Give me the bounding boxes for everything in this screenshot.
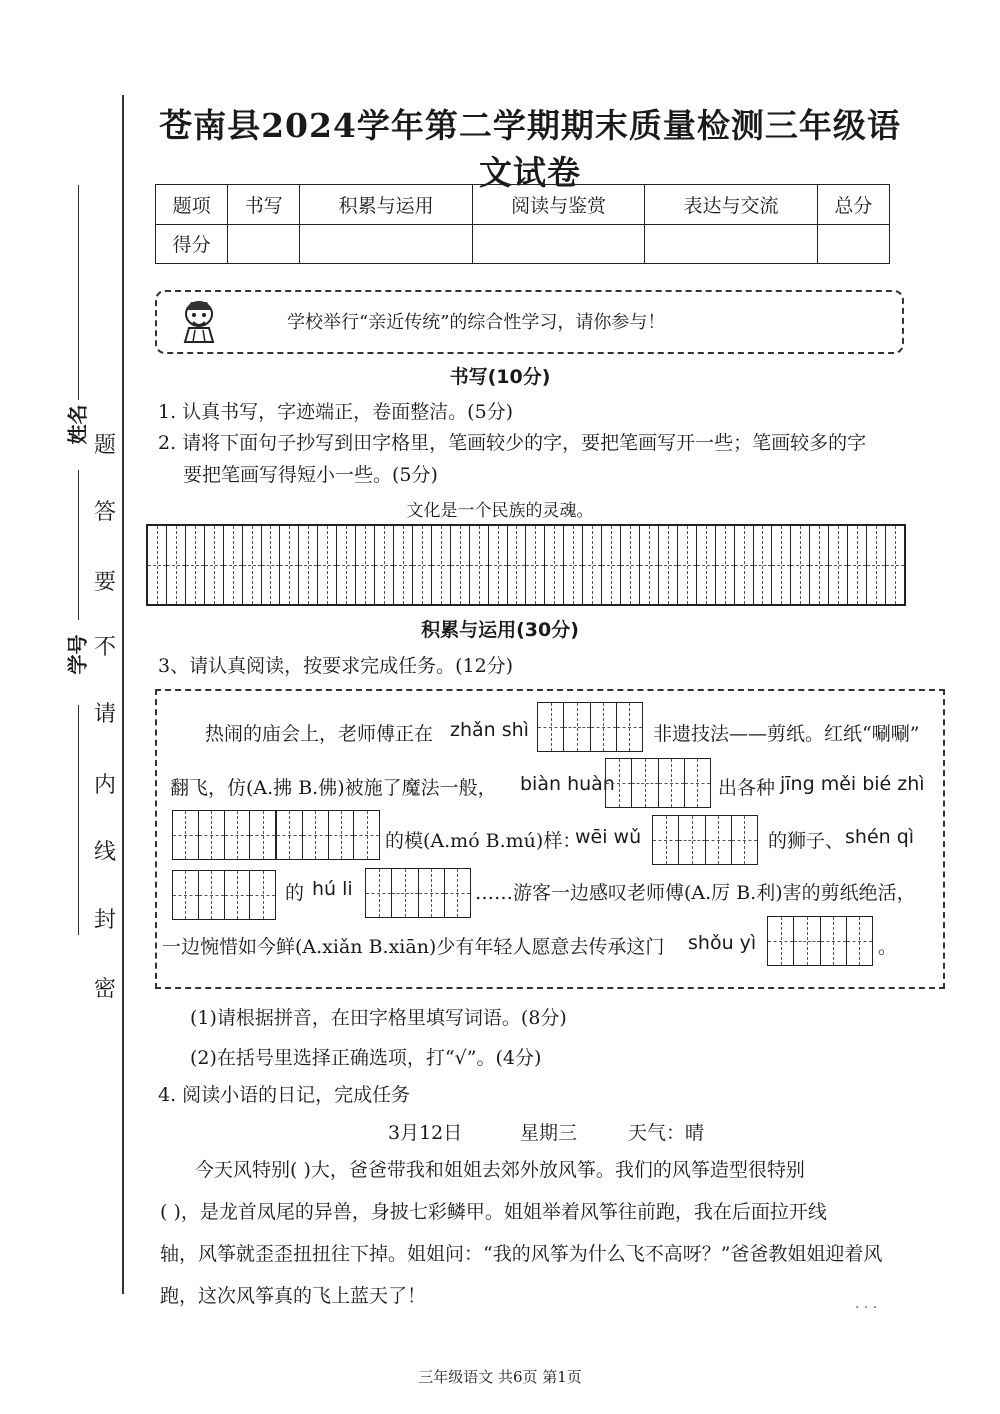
score-row-label: 得分: [156, 224, 228, 264]
question-2-cont: 要把笔画写得短小一些。(5分): [183, 464, 438, 486]
diary-weekday: 星期三: [520, 1122, 578, 1144]
pinyin: shén qì: [845, 826, 915, 848]
score-header: 表达与交流: [645, 185, 817, 225]
passage-text: 非遗技法——剪纸。红纸“唰唰”: [653, 723, 920, 745]
sub-question-2: (2)在括号里选择正确选项，打“√”。(4分): [190, 1047, 542, 1069]
tianzige-box[interactable]: [605, 758, 711, 808]
passage-text: 一边惋惜如今鲜(A.xiǎn B.xiān)少有年轻人愿意去传承这门: [162, 936, 665, 958]
pinyin: wēi wǔ: [575, 826, 642, 848]
question-3: 3、请认真阅读，按要求完成任务。(12分): [158, 655, 514, 677]
score-header: 题项: [156, 185, 228, 225]
margin-border-line: [122, 95, 124, 1294]
score-cell[interactable]: [300, 224, 472, 264]
margin-char: 请: [94, 702, 117, 727]
scan-speck: · · ·: [855, 1300, 878, 1316]
copy-sentence: 文化是一个民族的灵魂。: [406, 501, 594, 521]
passage-text: ……游客一边感叹老师傅(A.厉 B.利)害的剪纸绝活，: [475, 882, 916, 904]
score-header: 总分: [817, 185, 889, 225]
tianzige-box[interactable]: [172, 810, 276, 860]
score-cell[interactable]: [645, 224, 817, 264]
passage-text: 。: [878, 936, 898, 958]
diary-line: ( )，是龙首凤尾的异兽，身披七彩鳞甲。姐姐举着风筝往前跑，我在后面拉开线: [160, 1201, 827, 1223]
section-writing-title: 书写(10分): [449, 366, 551, 388]
margin-char: 内: [94, 773, 117, 798]
diary-line: 今天风特别( )大，爸爸带我和姐姐去郊外放风筝。我们的风筝造型很特别: [195, 1159, 805, 1181]
sub-question-1: (1)请根据拼音，在田字格里填写词语。(8分): [190, 1007, 567, 1029]
page-footer: 三年级语文 共6页 第1页: [418, 1368, 582, 1386]
diary-line: 轴，风筝就歪歪扭扭往下掉。姐姐问：“我的风筝为什么飞不高呀？”爸爸教姐姐迎着风: [160, 1243, 883, 1265]
section-accum-title: 积累与运用(30分): [421, 619, 579, 641]
margin-char: 答: [94, 500, 117, 525]
copy-grid[interactable]: [146, 524, 906, 606]
tianzige-box[interactable]: [276, 810, 380, 860]
tianzige-box[interactable]: [767, 916, 873, 966]
diary-weather: 天气：晴: [628, 1122, 705, 1144]
tianzige-box[interactable]: [537, 702, 643, 752]
margin-char: 封: [94, 908, 117, 933]
passage-text: 的: [285, 882, 305, 904]
score-header: 积累与运用: [300, 185, 472, 225]
passage-text: 的模(A.mó B.mú)样：: [385, 830, 582, 852]
tianzige-box[interactable]: [365, 868, 471, 918]
id-write-line: [78, 470, 79, 620]
notice-box: [155, 290, 904, 354]
pinyin: zhǎn shì: [450, 719, 529, 741]
name-label: 姓名: [65, 404, 90, 445]
notice-text: 学校举行“亲近传统”的综合性学习，请你参与！: [287, 312, 666, 333]
passage-text: 的狮子、: [768, 830, 845, 852]
passage-text: 翻飞，仿(A.拂 B.佛)被施了魔法一般，: [170, 777, 497, 799]
margin-char: 题: [94, 433, 117, 458]
score-cell[interactable]: [817, 224, 889, 264]
tianzige-box[interactable]: [652, 815, 758, 865]
pinyin: jīng měi bié zhì: [780, 773, 925, 795]
passage-text: 热闹的庙会上，老师傅正在: [205, 723, 434, 745]
diary-line: 跑，这次风筝真的飞上蓝天了！: [160, 1285, 427, 1307]
class-write-line: [78, 705, 79, 935]
scholar-icon: [177, 298, 221, 344]
score-table: [155, 184, 890, 264]
score-cell[interactable]: [472, 224, 644, 264]
pinyin: biàn huàn: [520, 773, 615, 795]
question-4: 4. 阅读小语的日记，完成任务: [158, 1084, 411, 1106]
margin-char: 不: [94, 635, 117, 660]
exam-title: 苍南县2024学年第二学期期末质量检测三年级语文试卷: [159, 106, 901, 192]
tianzige-box[interactable]: [172, 870, 276, 920]
margin-char: 线: [94, 840, 117, 865]
pinyin: shǒu yì: [688, 932, 757, 954]
margin-char: 要: [94, 570, 117, 595]
score-cell[interactable]: [228, 224, 300, 264]
score-header: 书写: [228, 185, 300, 225]
question-1: 1. 认真书写，字迹端正，卷面整洁。(5分): [158, 401, 514, 423]
diary-date: 3月12日: [388, 1122, 463, 1144]
id-label: 学号: [65, 634, 90, 675]
passage-text: 出各种: [718, 777, 776, 799]
score-header: 阅读与鉴赏: [472, 185, 644, 225]
pinyin: hú li: [312, 878, 353, 900]
question-2: 2. 请将下面句子抄写到田字格里，笔画较少的字，要把笔画写开一些；笔画较多的字: [158, 432, 867, 454]
margin-char: 密: [94, 977, 117, 1002]
